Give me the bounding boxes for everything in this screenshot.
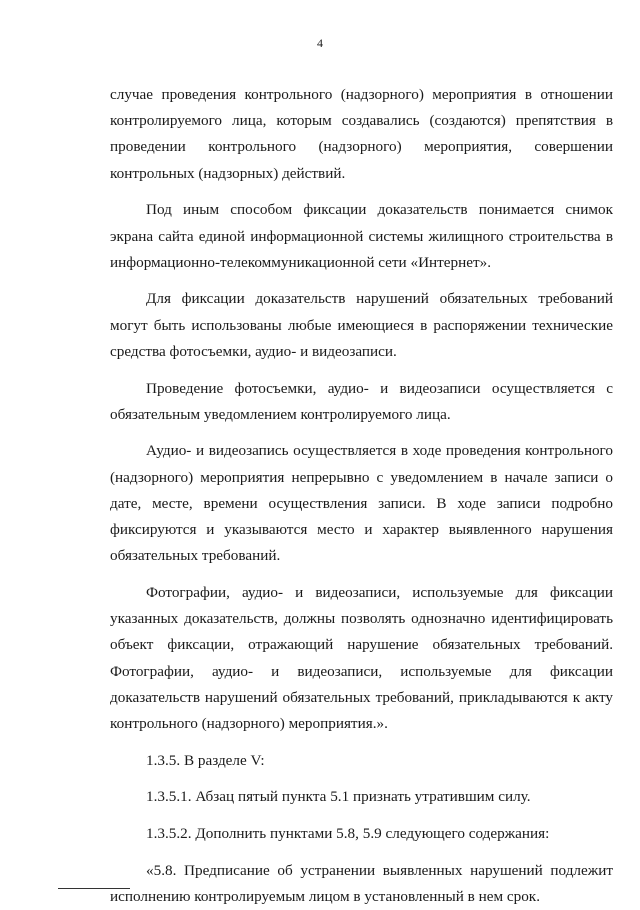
paragraph-clause-5-1: 1.3.5.1. Абзац пятый пункта 5.1 признать утратившим силу. — [146, 788, 531, 806]
paragraph-continuous-recording: Аудио- и видеозапись осуществляется в ходе проведения контрольного (надзорного) мероприятия непрерывно с уведомлением в начале записи о дате, месте, времени осуществления записи. В ходе записи подробно фиксируются и указываются место и характер выявленного нарушения обязательных требований. — [110, 442, 613, 565]
paragraph-technical-means: Для фиксации доказательств нарушений обязательных требований могут быть использованы любые имеющиеся в распоряжении технические средства фотосъемки, аудио- и видеозаписи. — [110, 290, 613, 360]
paragraph-add-clauses: 1.3.5.2. Дополнить пунктами 5.8, 5.9 следующего содержания: — [146, 825, 550, 843]
paragraph-notification: Проведение фотосъемки, аудио- и видеозаписи осуществляется с обязательным уведомлением контролируемого лица. — [110, 379, 613, 423]
paragraph-screenshot-method: Под иным способом фиксации доказательств понимается снимок экрана сайта единой информационной системы жилищного строительства в информационно-телекоммуникационной сети «Интернет». — [110, 201, 613, 271]
paragraph-clause-5-8: «5.8. Предписание об устранении выявленных нарушений подлежит исполнению контролируемым лицом в установленный в нем срок. — [110, 861, 613, 905]
footnote-separator — [58, 888, 130, 889]
paragraph-section-v: 1.3.5. В разделе V: — [146, 751, 265, 769]
document-body — [110, 82, 613, 910]
page-number: 4 — [317, 36, 323, 50]
paragraph-obstruction-continuation: случае проведения контрольного (надзорного) мероприятия в отношении контролируемого лица, которым создавались (создаются) препятствия в проведении контрольного (надзорного) мероприятия, совершении контрольных (надзорных) действий. — [110, 86, 613, 182]
paragraph-photo-requirements: Фотографии, аудио- и видеозаписи, используемые для фиксации указанных доказательств, должны позволять однозначно идентифицировать объект фиксации, отражающий нарушение обязательных требований. Фотографии, аудио- и видеозаписи, используемые для фиксации доказательств нарушений обязательных требований, прикладываются к акту контрольного (надзорного) мероприятия.». — [110, 583, 613, 732]
